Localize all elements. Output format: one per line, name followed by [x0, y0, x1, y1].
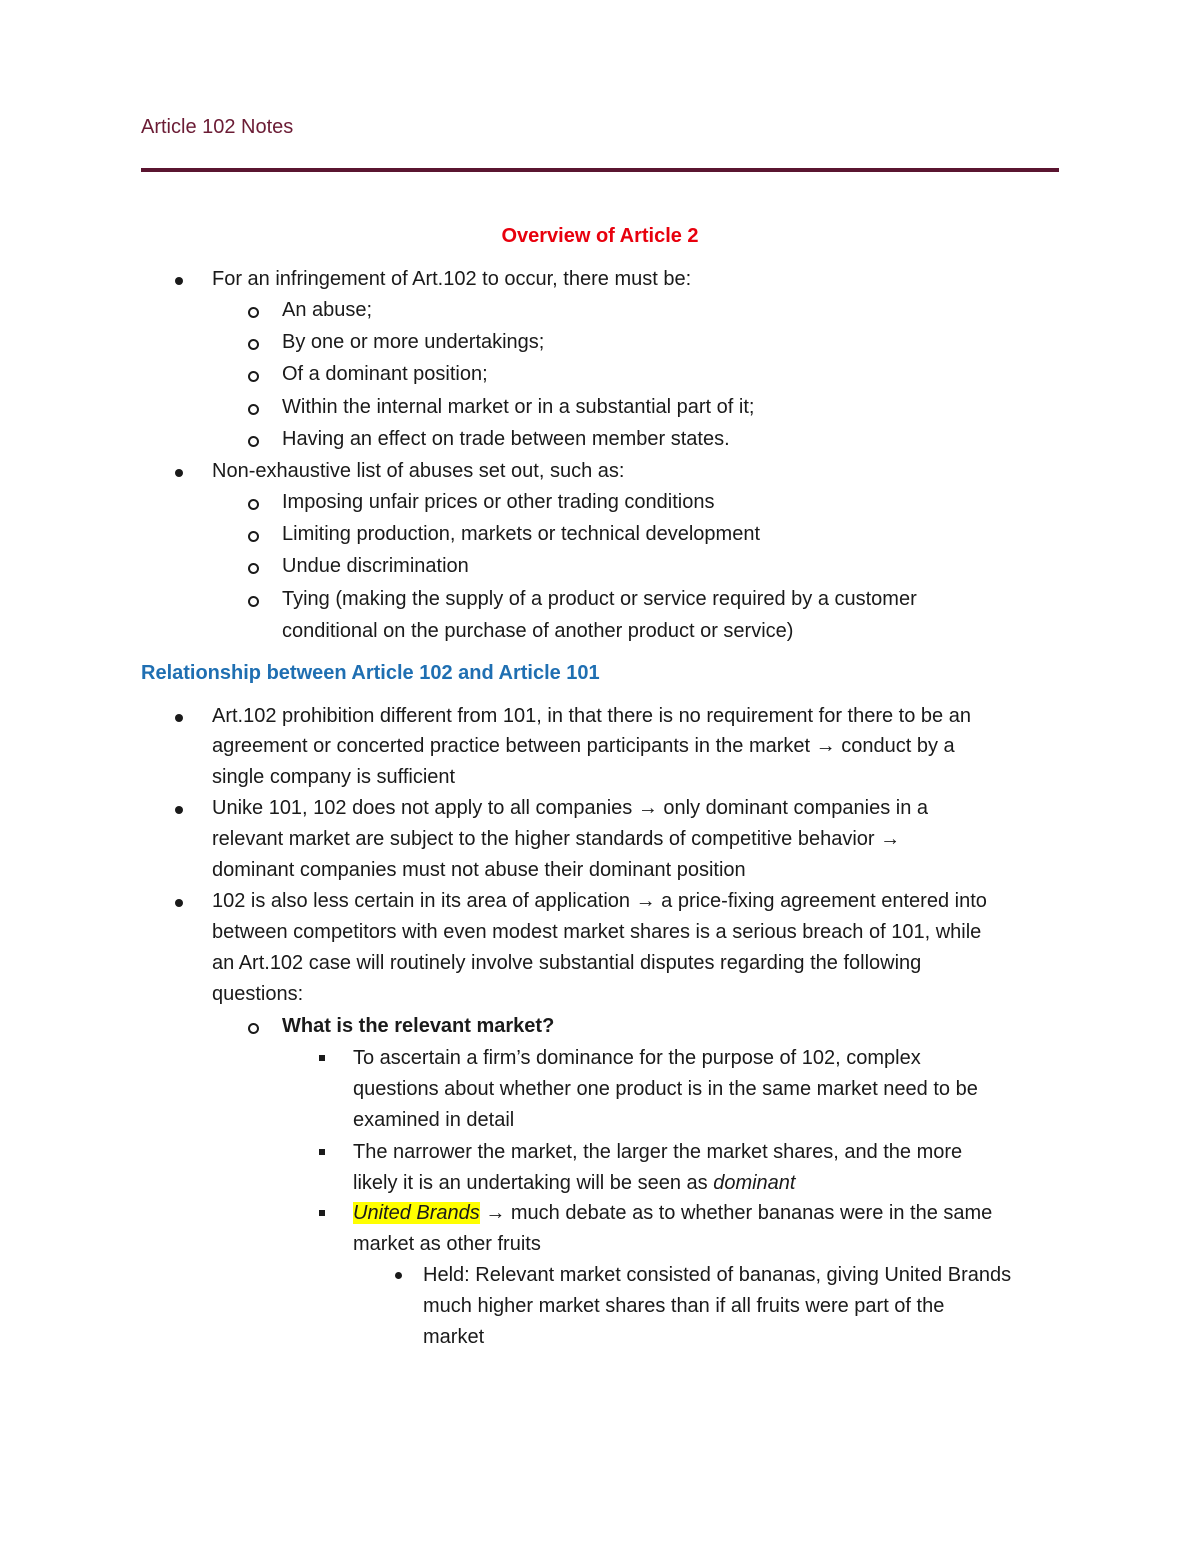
list-item-text: an Art.102 case will routinely involve substantial disputes regarding the following	[212, 952, 922, 974]
list-item-line	[212, 824, 900, 856]
text-span: Unike 101, 102 does not apply to all companies	[212, 797, 633, 819]
list-item-text: Having an effect on trade between member states.	[282, 428, 730, 450]
list-item-text: dominant companies must not abuse their dominant position	[212, 859, 746, 881]
arrow-right-icon: →	[880, 828, 901, 850]
text-span: conduct by a	[841, 735, 955, 757]
bullet-dot-icon	[395, 1272, 402, 1279]
header-rule	[141, 168, 1059, 172]
list-item-text: Art.102 prohibition different from 101, in that there is no requirement for there to be an	[212, 705, 971, 727]
text-span: only dominant companies in a	[663, 797, 929, 819]
text-span: much debate as to whether bananas were in the same	[510, 1202, 993, 1224]
list-item-line	[353, 1198, 992, 1230]
bullet-ring-icon	[248, 307, 259, 318]
list-item-text: Limiting production, markets or technical development	[282, 523, 761, 545]
bullet-dot-icon	[175, 469, 183, 477]
list-item-text: much higher market shares than if all fruits were part of the	[423, 1295, 945, 1317]
list-item-text: Undue discrimination	[282, 555, 469, 577]
bullet-ring-icon	[248, 339, 259, 350]
arrow-right-icon: →	[815, 735, 836, 757]
bullet-ring-icon	[248, 596, 259, 607]
list-item-text: For an infringement of Art.102 to occur, there must be:	[212, 268, 692, 290]
list-item-text: questions:	[212, 983, 304, 1005]
question-heading: What is the relevant market?	[282, 1015, 555, 1037]
bullet-ring-icon	[248, 436, 259, 447]
bullet-square-icon	[319, 1149, 325, 1155]
bullet-dot-icon	[175, 806, 183, 814]
arrow-right-icon: →	[485, 1202, 506, 1224]
list-item-text: Held: Relevant market consisted of bananas, giving United Brands	[423, 1264, 1012, 1286]
text-span: relevant market are subject to the higher standards of competitive behavior	[212, 828, 875, 850]
list-item-text: By one or more undertakings;	[282, 331, 545, 353]
list-item-line	[353, 1168, 795, 1200]
bullet-ring-icon	[248, 1023, 259, 1034]
list-item-line	[212, 731, 955, 763]
list-item-text: Tying (making the supply of a product or service required by a customer	[282, 588, 917, 610]
list-item-text: Of a dominant position;	[282, 363, 488, 385]
list-item-text: market	[423, 1326, 485, 1348]
list-item-text: Within the internal market or in a substantial part of it;	[282, 396, 755, 418]
text-span: likely it is an undertaking will be seen as	[353, 1172, 708, 1194]
list-item-text: The narrower the market, the larger the market shares, and the more	[353, 1141, 963, 1163]
bullet-ring-icon	[248, 563, 259, 574]
bullet-dot-icon	[175, 277, 183, 285]
bullet-square-icon	[319, 1055, 325, 1061]
list-item-text: market as other fruits	[353, 1233, 541, 1255]
list-item-text: An abuse;	[282, 299, 373, 321]
text-span: 102 is also less certain in its area of application	[212, 890, 631, 912]
highlighted-case-name: United Brands	[353, 1202, 480, 1224]
bullet-dot-icon	[175, 714, 183, 722]
bullet-dot-icon	[175, 899, 183, 907]
bullet-ring-icon	[248, 531, 259, 542]
list-item-line	[212, 793, 928, 825]
italic-term: dominant	[713, 1172, 796, 1194]
list-item-text: single company is sufficient	[212, 766, 456, 788]
list-item-text: examined in detail	[353, 1109, 515, 1131]
bullet-ring-icon	[248, 499, 259, 510]
list-item-text: To ascertain a firm’s dominance for the purpose of 102, complex	[353, 1047, 921, 1069]
doc-header: Article 102 Notes	[141, 116, 294, 138]
list-item-text: Non-exhaustive list of abuses set out, such as:	[212, 460, 625, 482]
list-item-text: between competitors with even modest market shares is a serious breach of 101, while	[212, 921, 982, 943]
bullet-square-icon	[319, 1210, 325, 1216]
arrow-right-icon: →	[635, 890, 656, 912]
arrow-right-icon: →	[637, 797, 658, 819]
list-item-text: questions about whether one product is in the same market need to be	[353, 1078, 978, 1100]
bullet-ring-icon	[248, 404, 259, 415]
section-title-relationship: Relationship between Article 102 and Article 101	[141, 662, 600, 684]
list-item-text: conditional on the purchase of another product or service)	[282, 620, 794, 642]
section-title-overview: Overview of Article 2	[501, 225, 699, 247]
list-item-text: Imposing unfair prices or other trading conditions	[282, 491, 715, 513]
list-item-line	[212, 886, 987, 918]
text-span: agreement or concerted practice between participants in the market	[212, 735, 811, 757]
bullet-ring-icon	[248, 371, 259, 382]
text-span: a price-fixing agreement entered into	[661, 890, 987, 912]
